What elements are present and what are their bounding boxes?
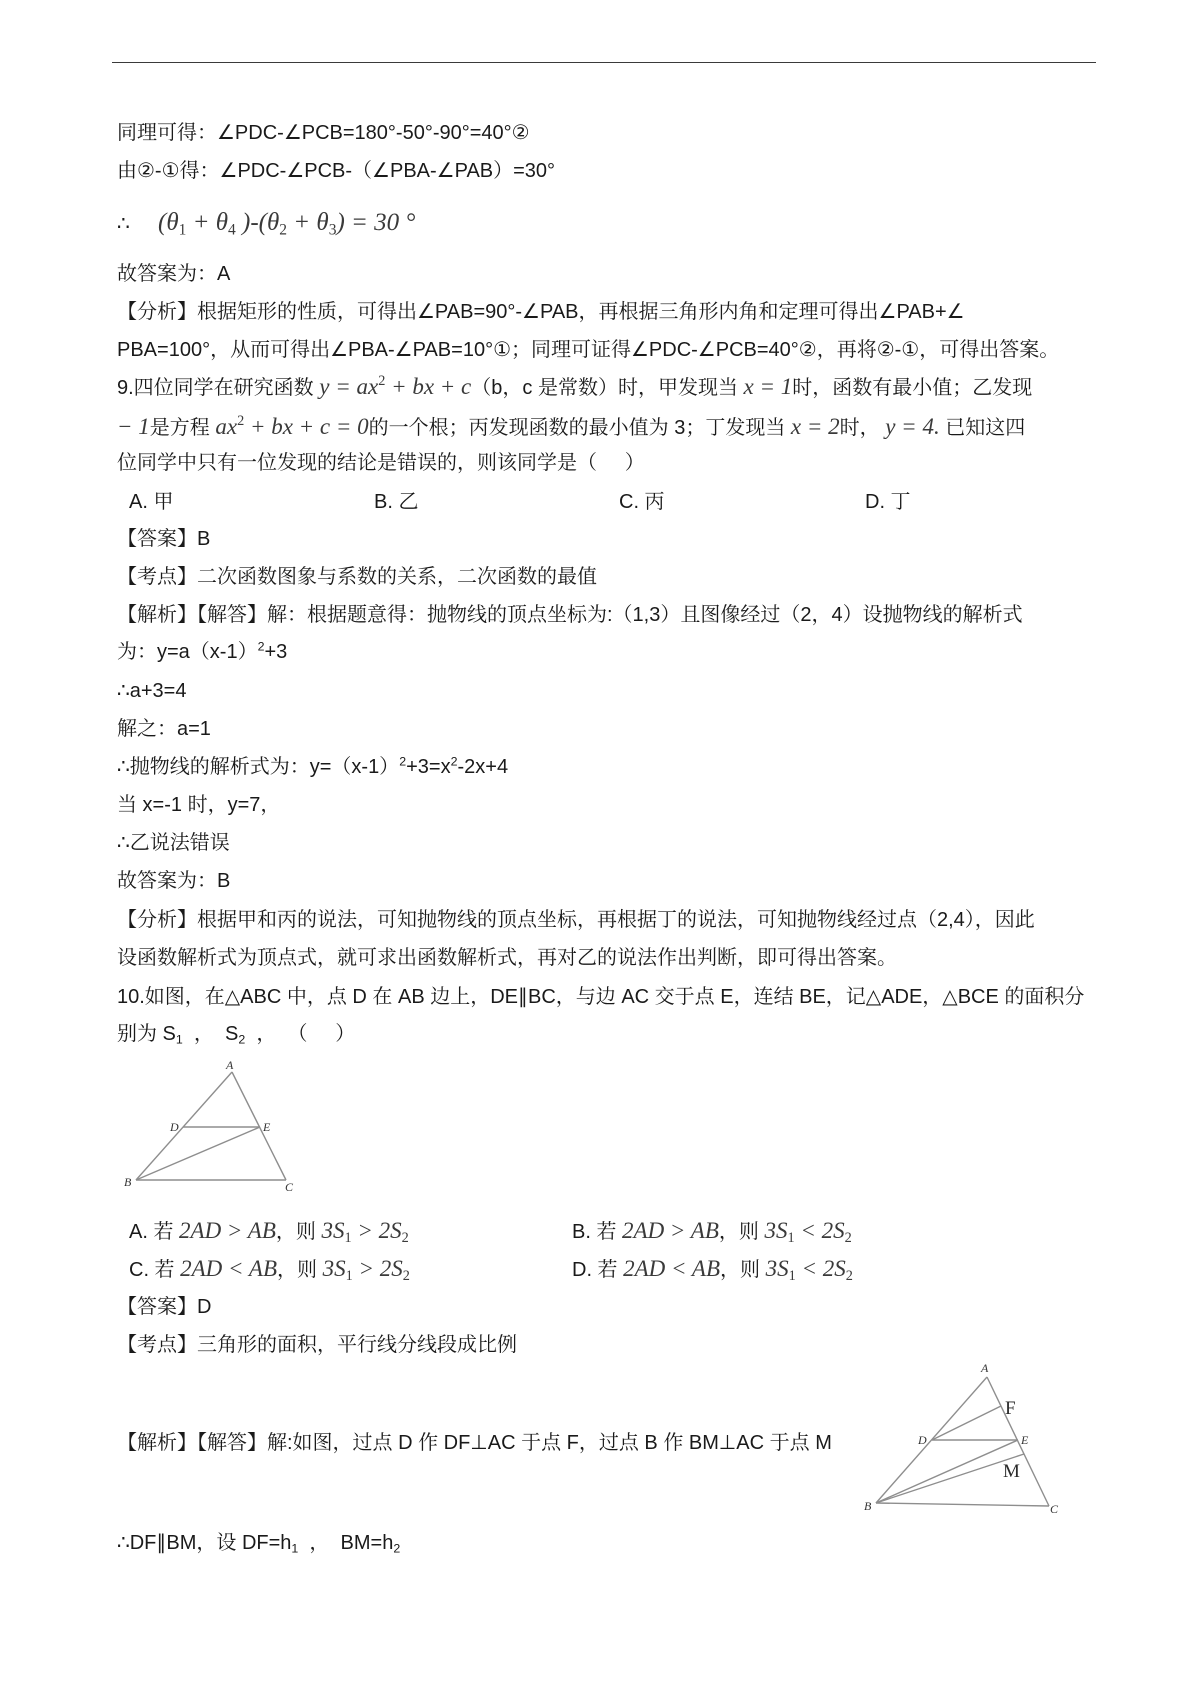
option-text: D. 丁: [865, 491, 911, 513]
q9-solution-text: +3: [264, 641, 288, 663]
math-superscript: 2: [378, 373, 386, 390]
q10-solution-text: 【解析】【解答】解:如图，过点 D 作 DF⊥AC 于点 F，过点 B 作 BM⊥AC 于点 M: [117, 1432, 832, 1454]
vertex-label-a: A: [226, 1058, 234, 1072]
q9-option-b: [374, 487, 418, 517]
q9-analysis-line-1: [117, 905, 1035, 935]
point-label-f: F: [1005, 1398, 1016, 1419]
math-text: 3S: [321, 1218, 345, 1243]
subscript: 1: [291, 1541, 299, 1556]
math-text: + bx + c = 0: [244, 414, 369, 439]
vertex-label-e: E: [263, 1120, 271, 1134]
q9-solution-line-7: [117, 828, 230, 858]
math-x-equals-2: x = 2: [790, 414, 840, 439]
math-subscript: 2: [402, 1267, 410, 1284]
vertex-label-b: B: [124, 1175, 132, 1189]
q9-solution-line-1: [117, 600, 1023, 630]
header-rule: [112, 62, 1096, 63]
option-result: [321, 1218, 409, 1246]
vertex-label-b: B: [864, 1499, 872, 1513]
option-condition: 2AD > AB: [179, 1218, 276, 1243]
q8-analysis-line-1: [117, 297, 965, 327]
vertex-label-d: D: [170, 1120, 179, 1134]
q8-answer-text: 故答案为：A: [117, 263, 231, 285]
superscript: 2: [399, 754, 407, 769]
q10-option-c: [129, 1254, 410, 1285]
math-text: ax: [215, 414, 238, 439]
q8-analysis-text: 【分析】根据矩形的性质，可得出∠PAB=90°-∠PAB，再根据三角形内角和定理可得出∠PAB+∠: [117, 301, 965, 323]
q9-solution-text: ∴抛物线的解析式为：y=（x-1）: [117, 756, 400, 778]
q9-solution-text: ∴乙说法错误: [117, 832, 230, 854]
segment-be: [136, 1127, 260, 1180]
q10-stem-text: ， （ ）: [245, 1023, 356, 1045]
option-label: D. 若: [572, 1259, 624, 1281]
perpendicular-df: [932, 1406, 1001, 1440]
q8-similar-line: [117, 118, 530, 148]
option-label: B. 若: [572, 1221, 623, 1243]
vertex-label-a: A: [981, 1361, 989, 1375]
q9-stem-text: 是方程: [149, 417, 216, 439]
math-subscript: 1: [788, 1267, 796, 1284]
triangle-figure-q10: [120, 1052, 310, 1197]
formula-part: + θ: [186, 209, 229, 236]
formula-subscript: 1: [178, 221, 187, 239]
option-result: [765, 1256, 853, 1284]
q9-solution-text: 【解析】【解答】解：根据题意得：抛物线的顶点坐标为:（1,3）且图像经过（2，4）设抛物线的解析式: [117, 604, 1023, 626]
q9-stem-text: （b，c 是常数）时，甲发现当: [471, 377, 744, 399]
q9-stem-line-1: [117, 372, 1032, 403]
option-condition: 2AD < AB: [180, 1256, 277, 1281]
formula-part: + θ: [287, 209, 329, 236]
option-result: [322, 1256, 410, 1284]
q8-subtract-line: [117, 156, 555, 186]
q10-stem-line-2: [117, 1019, 355, 1049]
q9-solution-text: 当 x=-1 时，y=7，: [117, 794, 281, 816]
option-text: C. 丙: [619, 491, 665, 513]
option-label: A. 若: [129, 1221, 180, 1243]
q9-solution-text: 解之：a=1: [117, 718, 211, 740]
q9-answer-line: [117, 524, 210, 554]
q9-stem-text: 时，函数有最小值；乙发现: [792, 377, 1033, 399]
math-text: 3S: [765, 1256, 789, 1281]
option-then: ，则: [275, 1221, 322, 1243]
q9-stem-line-3: [117, 448, 645, 478]
q9-topic-text: 【考点】二次函数图象与系数的关系，二次函数的最值: [117, 566, 597, 588]
vertex-label-e: E: [1021, 1433, 1029, 1447]
q8-therefore-line: [117, 208, 130, 240]
math-text: + bx + c: [385, 374, 472, 399]
q8-subtract-text: 由②-①得：∠PDC-∠PCB-（∠PBA-∠PAB）=30°: [117, 160, 556, 182]
vertex-label-c: C: [1050, 1502, 1059, 1516]
q10-option-b: [572, 1216, 852, 1247]
superscript: 2: [450, 754, 458, 769]
subscript: 1: [175, 1032, 183, 1047]
subscript: 2: [238, 1032, 246, 1047]
q9-solution-line-6: [117, 790, 280, 820]
math-text: 3S: [322, 1256, 346, 1281]
q9-solution-text: -2x+4: [457, 756, 509, 778]
math-subscript: 1: [344, 1229, 352, 1246]
q10-solution-line-1: [117, 1428, 832, 1458]
math-minus-1: − 1: [117, 414, 150, 439]
math-subscript: 1: [787, 1229, 795, 1246]
option-then: ，则: [718, 1221, 765, 1243]
math-text: < 2S: [795, 1256, 846, 1281]
formula-part: ) = 30 °: [336, 209, 416, 236]
q9-option-a: [129, 487, 173, 517]
q9-solution-line-8: [117, 866, 230, 896]
option-text: B. 乙: [374, 491, 419, 513]
q9-option-c: [619, 487, 665, 517]
q10-option-d: [572, 1254, 853, 1285]
option-text: A. 甲: [129, 491, 174, 513]
q9-answer-text: 【答案】B: [117, 528, 211, 550]
q9-analysis-text: 设函数解析式为顶点式，就可求出函数解析式，再对乙的说法作出判断，即可得出答案。: [117, 947, 897, 969]
q9-solution-text: 故答案为：B: [117, 870, 231, 892]
option-label: C. 若: [129, 1259, 181, 1281]
math-text: > 2S: [352, 1256, 403, 1281]
q10-solution-line-2: [117, 1528, 400, 1558]
q8-analysis-text: PBA=100°，从而可得出∠PBA-∠PAB=10°①；同理可证得∠PDC-∠PCB=40°②，再将②-①，可得出答案。: [117, 339, 1060, 361]
q9-equation-formula: [215, 414, 368, 439]
side-bc: [876, 1503, 1049, 1506]
option-then: ，则: [720, 1259, 766, 1281]
math-text: 3S: [764, 1218, 788, 1243]
q9-solution-text: ∴a+3=4: [117, 680, 187, 702]
triangle-perpendicular-figure: [860, 1360, 1065, 1520]
math-text: > 2S: [351, 1218, 402, 1243]
q9-solution-line-4: [117, 714, 211, 744]
vertex-label-d: D: [918, 1433, 927, 1447]
q10-solution-text: ， BM=h: [298, 1532, 394, 1554]
q9-function-formula: [319, 374, 471, 399]
q9-solution-text: +3=x: [406, 756, 451, 778]
q9-analysis-text: 【分析】根据甲和丙的说法，可知抛物线的顶点坐标，再根据丁的说法，可知抛物线经过点（2,4），因此: [117, 909, 1035, 931]
option-result: [764, 1218, 852, 1246]
q9-stem-text: 时，: [839, 417, 886, 439]
q10-solution-text: ∴DF∥BM，设 DF=h: [117, 1532, 292, 1554]
vertex-label-c: C: [285, 1180, 294, 1194]
q9-solution-line-2: [117, 637, 287, 667]
q9-solution-line-5: [117, 752, 508, 782]
q10-option-a: [129, 1216, 409, 1247]
theta-formula: [158, 206, 415, 240]
formula-part: (θ: [158, 209, 179, 236]
option-then: ，则: [277, 1259, 323, 1281]
segment-be: [876, 1440, 1018, 1503]
side-ac: [232, 1072, 286, 1180]
q8-analysis-line-2: [117, 335, 1059, 365]
q10-stem-text: 别为 S: [117, 1023, 176, 1045]
superscript: 2: [257, 639, 265, 654]
formula-subscript: 4: [228, 221, 236, 239]
q10-stem-text: 10.如图，在△ABC 中，点 D 在 AB 边上，DE∥BC，与边 AC 交于点 E，连结 BE，记△ADE，△BCE 的面积分: [117, 986, 1085, 1008]
point-label-m: M: [1003, 1461, 1020, 1482]
q8-answer-line: [117, 259, 230, 289]
q9-solution-text: 为：y=a（x-1）: [117, 641, 258, 663]
math-superscript: 2: [237, 413, 245, 430]
q10-stem-line-1: [117, 982, 1084, 1012]
math-x-equals-1: x = 1: [743, 374, 793, 399]
math-y-equals-4: y = 4.: [885, 414, 940, 439]
q9-solution-line-3: [117, 676, 186, 706]
therefore-symbol: ∴: [117, 213, 130, 235]
q10-topic-line: [117, 1330, 517, 1360]
q9-stem-text: 已知这四: [939, 417, 1026, 439]
q9-topic-line: [117, 562, 597, 592]
q9-stem-text: 位同学中只有一位发现的结论是错误的，则该同学是（ ）: [117, 452, 645, 474]
q9-option-d: [865, 487, 911, 517]
math-subscript: 2: [845, 1267, 853, 1284]
side-ac: [987, 1377, 1049, 1506]
math-text: < 2S: [794, 1218, 845, 1243]
q9-stem-text: 9.四位同学在研究函数: [117, 377, 320, 399]
option-condition: 2AD < AB: [623, 1256, 720, 1281]
q8-similar-text: 同理可得：∠PDC-∠PCB=180°-50°-90°=40°②: [117, 122, 530, 144]
q10-answer-text: 【答案】D: [117, 1296, 212, 1318]
formula-part: )-(θ: [235, 209, 280, 236]
q9-analysis-line-2: [117, 943, 897, 973]
formula-subscript: 3: [328, 221, 337, 239]
side-ab: [136, 1072, 232, 1180]
q10-stem-text: ， S: [182, 1023, 239, 1045]
math-subscript: 2: [844, 1229, 852, 1246]
q9-stem-line-2: [117, 412, 1025, 443]
q10-topic-text: 【考点】三角形的面积，平行线分线段成比例: [117, 1334, 517, 1356]
math-subscript: 1: [345, 1267, 353, 1284]
math-subscript: 2: [401, 1229, 409, 1246]
subscript: 2: [393, 1541, 401, 1556]
math-text: y = ax: [319, 374, 379, 399]
q9-stem-text: 的一个根；丙发现函数的最小值为 3；丁发现当: [368, 417, 791, 439]
formula-subscript: 2: [279, 221, 288, 239]
option-condition: 2AD > AB: [622, 1218, 719, 1243]
q10-answer-line: [117, 1292, 211, 1322]
